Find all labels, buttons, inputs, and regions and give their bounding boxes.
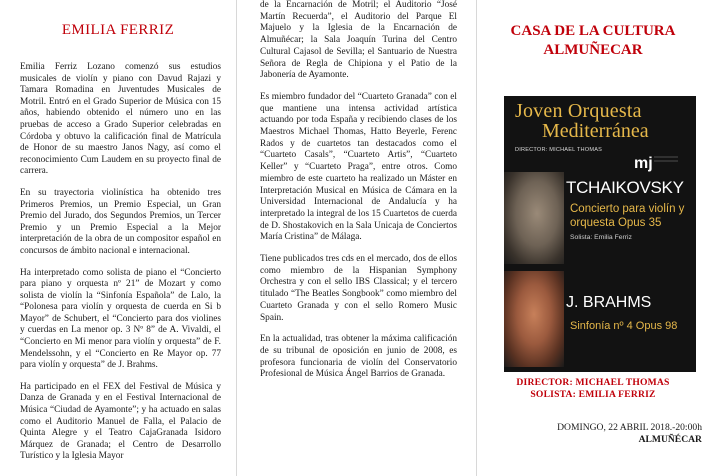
composer-2: J. BRAHMS: [566, 294, 652, 311]
poster-title-line-1: Joven Orquesta: [515, 100, 642, 122]
bio-paragraph: En la actualidad, tras obtener la máxima calificación de su tribunal de oposición en junio de 2008, es profesora funcionaria de violín del Conservatorio Profesional de Música Ángel Barrios de Granada.: [260, 334, 457, 380]
work-1: [570, 202, 695, 230]
middle-panel: [236, 0, 477, 476]
logo-text: mj: [634, 155, 653, 172]
brahms-portrait: [504, 271, 564, 367]
left-panel: [0, 0, 237, 476]
director-credit: DIRECTOR: MICHAEL THOMAS: [516, 377, 670, 388]
bio-paragraph: En su trayectoria violinística ha obtenido tres Primeros Premios, un Premio Especial, un Gran Premio del Jurado, dos Segundos Premios, un Tercer Premio y un Premio Especial a la Mejor interpretación de la obra de un compositor español en concursos de ámbito nacional e internacional.: [20, 187, 221, 256]
orchestra-logo-icon: [632, 151, 680, 173]
poster-soloist: Solista: Emilia Ferriz: [570, 234, 632, 241]
soloist-name-heading: EMILIA FERRIZ: [61, 22, 175, 38]
work-1-line-1: Concierto para violín y: [570, 203, 685, 215]
concert-poster: [504, 96, 696, 372]
venue-line-1: CASA DE LA CULTURA: [510, 23, 676, 39]
bio-paragraph: Emilia Ferriz Lozano comenzó sus estudios musicales de violín y piano con Davud Rajazi y Tamara Romadina en Juventudes Musicales de Motril. Entró en el Grado Superior de Música con 15 años, habiendo obtenido el número uno en las pruebas de acceso a Grado Superior celebradas en Córdoba y obtuvo la calificación final de Matrícula de Honor de su maestro Janos Nagy, así como el reconocimiento Cum Laudem en su proyecto final de carrera.: [20, 62, 221, 177]
work-2: Sinfonía nº 4 Opus 98: [570, 320, 678, 332]
venue-heading: [476, 22, 710, 60]
event-place: ALMUÑÉCAR: [638, 434, 702, 445]
bio-paragraph: Tiene publicados tres cds en el mercado, dos de ellos como miembro de la Hispanian Symphony Orchestra y con el sello IBS Classical; y el tercero titulado “The Beatles Songbook” como miembro del Cuarteto Granada y con el sello Romero Music Spain.: [260, 254, 457, 323]
biography-continued: [260, 0, 457, 391]
venue-line-2: ALMUÑECAR: [543, 42, 643, 58]
credits: [476, 377, 710, 401]
composer-1: TCHAIKOVSKY: [566, 178, 684, 197]
tchaikovsky-portrait: [504, 172, 564, 264]
biography-start: [20, 62, 221, 473]
bio-paragraph: Ha participado en el FEX del Festival de Música y Danza de Granada y en el Festival Internacional de Música “Ciudad de Ayamonte”; y ha actuado en salas como el Auditorio Manuel de Falla, el Palacio de Quinta Alegre y el Teatro CajaGranada Isidoro Márquez de Granada; el Centro de Desarrollo Turístico y la Iglesia Mayor: [20, 381, 221, 462]
bio-paragraph: Ha interpretado como solista de piano el “Concierto para piano y orquesta nº 21” de Mozart y como solista de violín la “Sinfonía Española” de Lalo, la “Polonesa para violín y orquesta de cuerda en Si b Mayor” de Schubert, el “Concierto para dos violines y cuerdas en La menor op. 3 Nº 8” de A. Vivaldi, el “Concierto en Mi menor para violín y orquesta” de F. Mendelssohn, y el “Concierto en Re Mayor op. 77 para violín y orquesta” de J. Brahms.: [20, 267, 221, 371]
work-1-line-2: orquesta Opus 35: [570, 217, 662, 229]
poster-director: DIRECTOR: MICHAEL THOMAS: [515, 147, 603, 153]
event-date: DOMINGO, 22 ABRIL 2018.-20:00h: [557, 422, 702, 433]
bio-paragraph: Es miembro fundador del “Cuarteto Granada” con el que mantiene una intensa actividad artística actuando por toda España y recibiendo clases de los Maestros Michael Thomas, Hatto Beyerle, Ferenc Rados y de cuartetos tan destacados como el “Cuarteto Casals”, “Cuarteto Artis”, “Cuarteto Keller” y “Cuarteto Praga”, entre otros. Como miembro de este cuarteto ha realizado un Máster en Interpretación Musical en Música de Cámara en la Universidad Internacional de Andalucía y ha interpretado la integral de los 15 Cuartetos de cuerda de D. Shostakovich en la Sala Unicaja de Conciertos María Cristina” de Málaga.: [260, 91, 457, 243]
bio-paragraph: de la Encarnación de Motril; el Auditorio “José Martín Recuerda”, el Auditorio del Parque El Majuelo y la Iglesia de la Encarnación de Almuñécar; la Sala Joaquín Turina del Centro Cultural Cajasol de Sevilla; el Santuario de Nuestra Señora de Regla de Chipiona y el Patio de la Jabonería de Ayamonte.: [260, 0, 457, 81]
poster-title-line-2: Mediterránea: [542, 120, 649, 142]
soloist-credit: SOLISTA: EMILIA FERRIZ: [530, 389, 656, 400]
